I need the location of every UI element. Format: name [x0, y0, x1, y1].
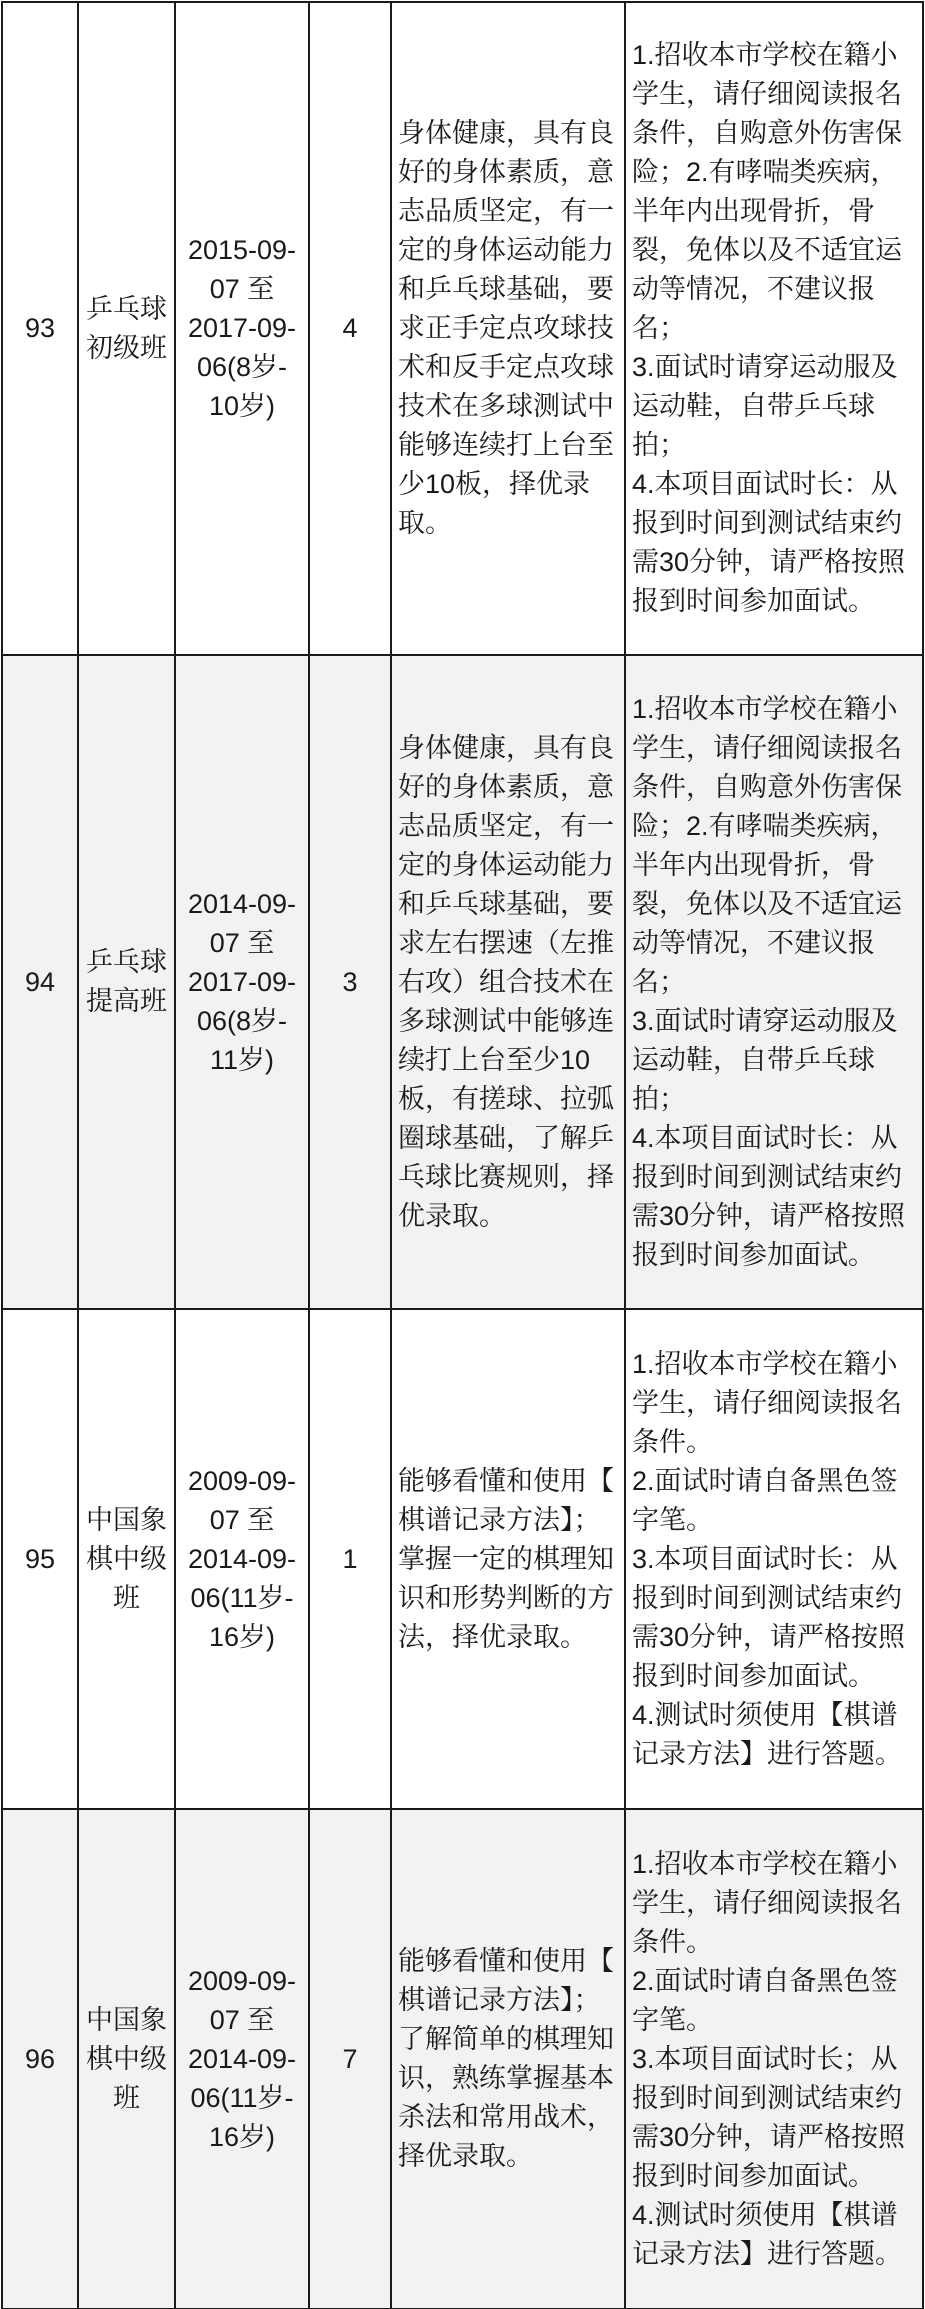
- birth-date-range-cell: 2015-09- 07 至 2017-09- 06(8岁- 10岁): [175, 2, 309, 655]
- course-name-cell: 中国象 棋中级 班: [78, 1809, 175, 2309]
- quota-cell: 1: [309, 1309, 391, 1809]
- birth-date-range-cell: 2014-09- 07 至 2017-09- 06(8岁- 11岁): [175, 655, 309, 1309]
- row-index-cell: 96: [2, 1809, 78, 2309]
- row-index-cell: 95: [2, 1309, 78, 1809]
- quota-cell: 4: [309, 2, 391, 655]
- notes-cell: 1.招收本市学校在籍小 学生，请仔细阅读报名 条件，自购意外伤害保 险；2.有哮喘类疾病， 半年内出现骨折，骨 裂，免体以及不适宜运 动等情况，不建议报 名； 3.面试时请穿运动服及 运动鞋，自带乒乓球 拍； 4.本项目面试时长：从 报到时间到测试结束约 需30分钟，请严格按照 报到时间参加面试。: [625, 655, 923, 1309]
- requirements-cell: 身体健康，具有良 好的身体素质，意 志品质坚定，有一 定的身体运动能力 和乒乓球基础，要 求正手定点攻球技 术和反手定点攻球 技术在多球测试中 能够连续打上台至 少10板，择优录 取。: [391, 2, 625, 655]
- row-index-cell: 93: [2, 2, 78, 655]
- table-row: [2, 655, 923, 1309]
- row-index-cell: 94: [2, 655, 78, 1309]
- requirements-cell: 身体健康，具有良 好的身体素质，意 志品质坚定，有一 定的身体运动能力 和乒乓球基础，要 求左右摆速（左推 右攻）组合技术在 多球测试中能够连 续打上台至少10 板，有搓球、拉弧 圈球基础，了解乒 乓球比赛规则，择 优录取。: [391, 655, 625, 1309]
- birth-date-range-cell: 2009-09- 07 至 2014-09- 06(11岁- 16岁): [175, 1809, 309, 2309]
- notes-cell: 1.招收本市学校在籍小 学生，请仔细阅读报名 条件。 2.面试时请自备黑色签 字笔。 3.本项目面试时长：从 报到时间到测试结束约 需30分钟，请严格按照 报到时间参加面试。 4.测试时须使用【棋谱 记录方法】进行答题。: [625, 1309, 923, 1809]
- table-row: [2, 2, 923, 655]
- notes-cell: 1.招收本市学校在籍小 学生，请仔细阅读报名 条件，自购意外伤害保 险；2.有哮喘类疾病， 半年内出现骨折，骨 裂，免体以及不适宜运 动等情况，不建议报 名； 3.面试时请穿运动服及 运动鞋，自带乒乓球 拍； 4.本项目面试时长：从 报到时间到测试结束约 需30分钟，请严格按照 报到时间参加面试。: [625, 2, 923, 655]
- quota-cell: 3: [309, 655, 391, 1309]
- requirements-cell: 能够看懂和使用【 棋谱记录方法】； 了解简单的棋理知 识，熟练掌握基本 杀法和常用战术， 择优录取。: [391, 1809, 625, 2309]
- course-name-cell: 中国象 棋中级 班: [78, 1309, 175, 1809]
- course-name-cell: 乒乓球 初级班: [78, 2, 175, 655]
- table-row: [2, 1309, 923, 1809]
- requirements-cell: 能够看懂和使用【 棋谱记录方法】； 掌握一定的棋理知 识和形势判断的方 法，择优录取。: [391, 1309, 625, 1809]
- table-row: [2, 1809, 923, 2309]
- quota-cell: 7: [309, 1809, 391, 2309]
- birth-date-range-cell: 2009-09- 07 至 2014-09- 06(11岁- 16岁): [175, 1309, 309, 1809]
- enrollment-table: [1, 1, 924, 2309]
- course-name-cell: 乒乓球 提高班: [78, 655, 175, 1309]
- notes-cell: 1.招收本市学校在籍小 学生，请仔细阅读报名 条件。 2.面试时请自备黑色签 字笔。 3.本项目面试时长；从 报到时间到测试结束约 需30分钟，请严格按照 报到时间参加面试。 4.测试时须使用【棋谱 记录方法】进行答题。: [625, 1809, 923, 2309]
